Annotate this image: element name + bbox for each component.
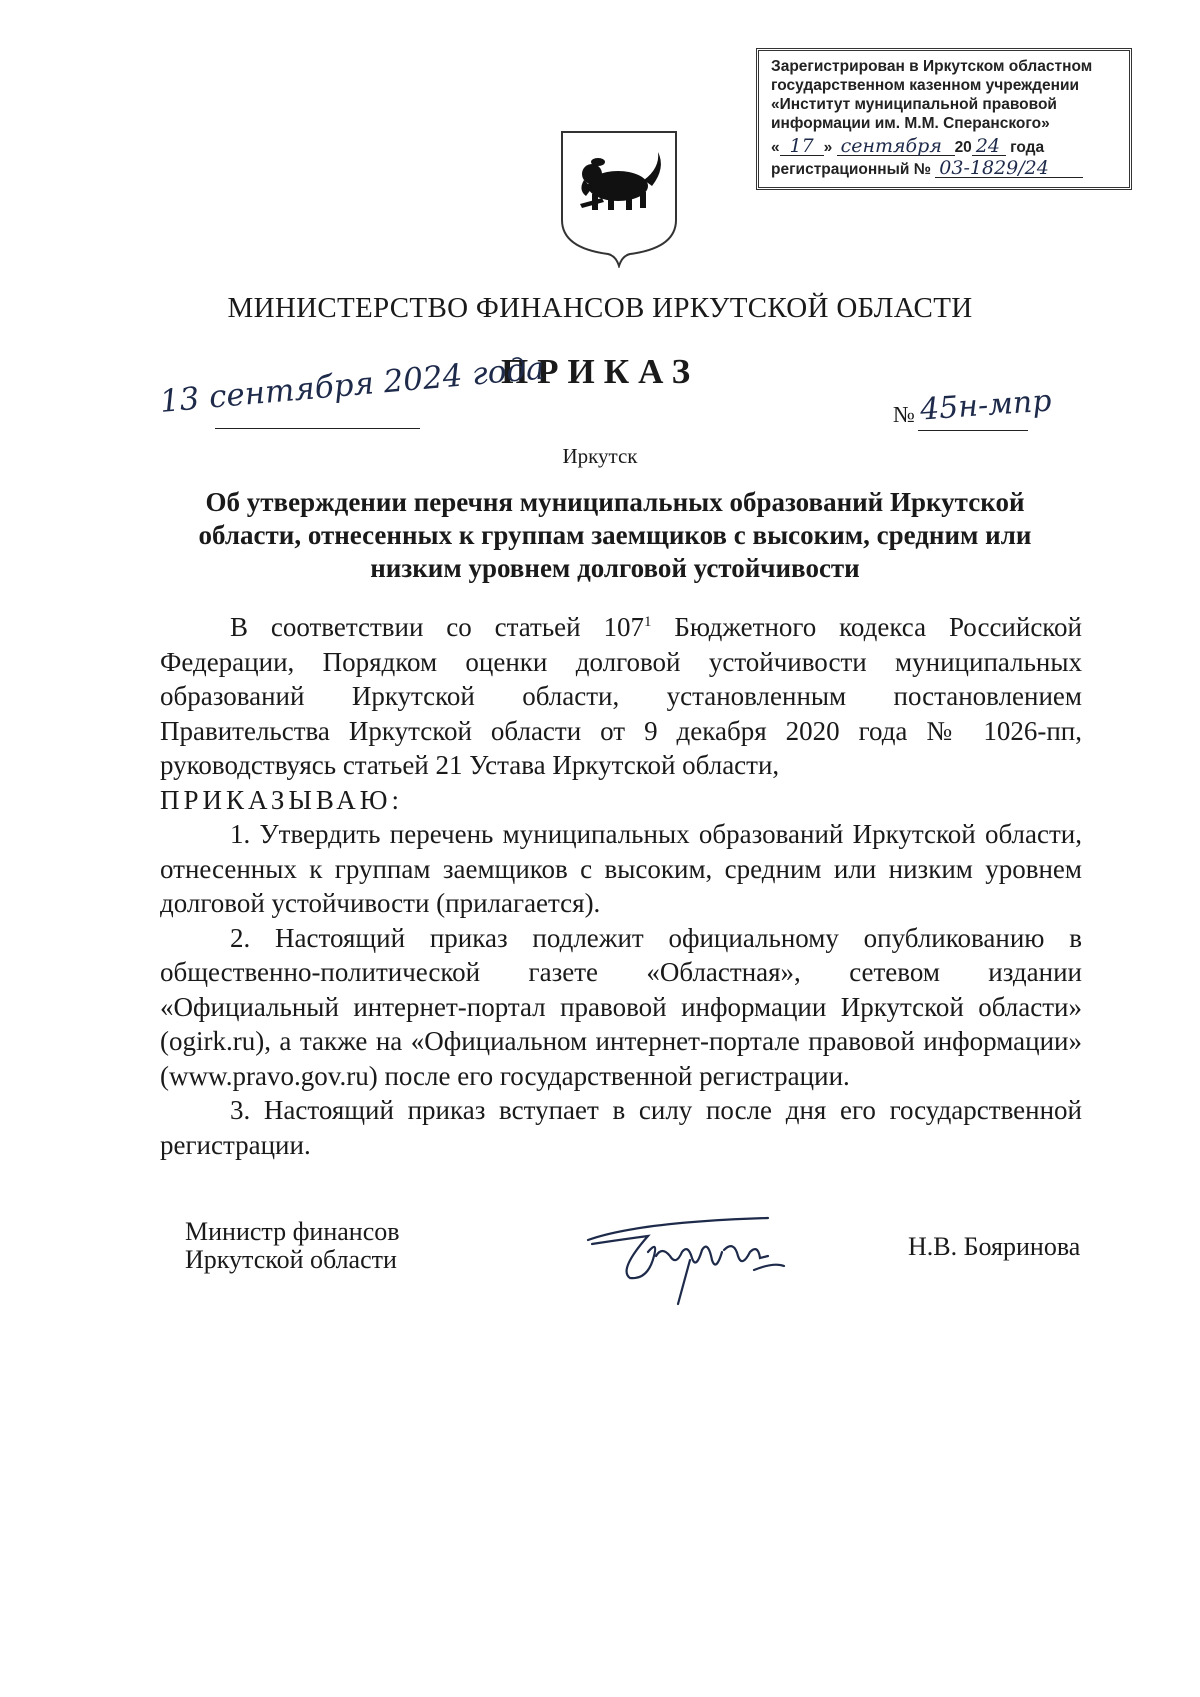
item-3: 3. Настоящий приказ вступает в силу после дня его государственной регистрации. bbox=[160, 1095, 1082, 1160]
stamp-quote-close: » bbox=[823, 139, 833, 156]
signatory-role-line-2: Иркутской области bbox=[185, 1245, 397, 1274]
signatory-name: Н.В. Бояринова bbox=[908, 1232, 1081, 1261]
preamble-part-1: В соответствии со статьей 107 bbox=[230, 612, 644, 642]
preamble-superscript: 1 bbox=[643, 614, 652, 630]
handwritten-order-number: 45н-мпр bbox=[918, 383, 1053, 428]
signatory-role-line-1: Министр финансов bbox=[185, 1217, 400, 1246]
order-number-label: № bbox=[893, 402, 915, 427]
item-1: 1. Утвердить перечень муниципальных образований Иркутской области, отнесенных к группам заемщиков с высоким, средним или низким уровнем долговой устойчивости (прилагается). bbox=[160, 819, 1082, 918]
ministry-name: МИНИСТЕРСТВО ФИНАНСОВ ИРКУТСКОЙ ОБЛАСТИ bbox=[227, 292, 973, 324]
stamp-month: сентября bbox=[837, 137, 955, 156]
city: Иркутск bbox=[562, 444, 638, 468]
stamp-line-3: «Институт муниципальной правовой bbox=[771, 96, 1057, 113]
stamp-year-suffix: 24 bbox=[972, 137, 1006, 156]
item-2: 2. Настоящий приказ подлежит официальному опубликованию в общественно-политической газете «Областная», сетевом издании «Официальный интернет-портал правовой информации Иркутской области» (ogirk.ru), а также на «Официальном интернет-портале правовой информации» (www.pravo.gov.ru) после его государственной регистрации. bbox=[160, 922, 1082, 1091]
stamp-line-2: государственном казенном учреждении bbox=[771, 77, 1080, 94]
handwritten-date: 13 сентября 2024 года bbox=[158, 350, 546, 420]
stamp-reg-line bbox=[771, 159, 1119, 179]
document-heading: Об утверждении перечня муниципальных образований Иркутской области, отнесенных к группам заемщиков с высоким, средним или низким уровнем долговой устойчивости bbox=[198, 487, 1032, 583]
number-underline bbox=[918, 430, 1028, 431]
date-underline bbox=[215, 428, 420, 429]
signatory-role bbox=[185, 1218, 400, 1274]
document-body bbox=[160, 610, 1082, 1162]
preamble-part-2: Бюджетного кодекса Российской Федерации, Порядком оценки долговой устойчивости муниципальных образований Иркутской области, установленным постановлением Правительства Иркутской области от 9 декабря 2020 года № 1026-пп, руководствуясь статьей 21 Устава Иркутской области, bbox=[160, 612, 1083, 780]
stamp-reg-number: 03-1829/24 bbox=[935, 159, 1083, 178]
irkutsk-emblem-icon bbox=[558, 128, 680, 268]
order-title: ПРИКАЗ bbox=[500, 352, 700, 391]
stamp-year-word: года bbox=[1010, 139, 1045, 156]
order-word: ПРИКАЗЫВАЮ: bbox=[160, 784, 403, 815]
stamp-line-4: информации им. М.М. Сперанского» bbox=[771, 115, 1050, 132]
handwritten-signature-icon bbox=[578, 1200, 808, 1310]
registration-stamp bbox=[756, 48, 1132, 190]
preamble bbox=[160, 610, 1082, 783]
stamp-date-line bbox=[771, 137, 1119, 157]
stamp-reg-label: регистрационный № bbox=[771, 161, 931, 178]
stamp-year-prefix: 20 bbox=[954, 139, 972, 156]
stamp-quote-open: « bbox=[771, 139, 780, 156]
stamp-day: 17 bbox=[780, 137, 824, 156]
stamp-line-1: Зарегистрирован в Иркутском областном bbox=[771, 58, 1093, 75]
